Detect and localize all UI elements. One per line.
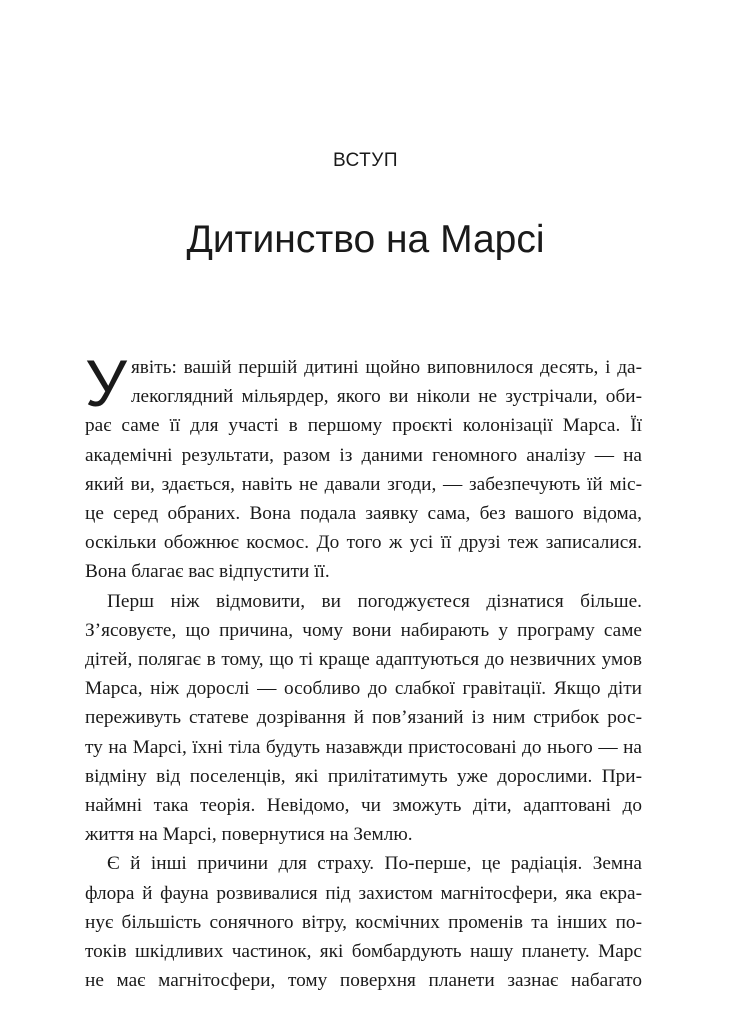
text-line: Перш ніж відмовити, ви погоджуєтеся дізнатися більше. <box>107 590 642 612</box>
paragraph-3 <box>85 849 642 995</box>
text-line: відміну від поселенців, які прилітатимуть уже дорослими. При- <box>85 765 642 787</box>
paragraph-2 <box>85 587 642 850</box>
text-line: явіть: вашій першій дитині щойно виповнилося десять, і да- <box>130 357 642 378</box>
text-line: переживуть статеве дозрівання й пов’язаний із ним стрибок рос- <box>85 707 642 729</box>
text-line: академічні результати, разом із даними геномного аналізу — на <box>85 444 642 466</box>
text-line: нує більшість сонячного вітру, космічних променів та інших по- <box>85 911 642 933</box>
text-line: оскільки обожнює космос. До того ж усі її друзі теж записалися. <box>85 532 642 554</box>
text-line: Марса, ніж дорослі — особливо до слабкої гравітації. Якщо діти <box>85 678 642 700</box>
text-line: ту на Марсі, їхні тіла будуть назавжди пристосовані до нього — на <box>85 736 642 758</box>
text-line: дітей, полягає в тому, що ті краще адаптуються до незвичних умов <box>85 649 642 671</box>
text-line: життя на Марсі, повернутися на Землю. <box>85 824 413 846</box>
text-line: Є й інші причини для страху. По-перше, це радіація. Земна <box>107 853 642 875</box>
body-text <box>85 346 642 995</box>
text-line: лекоглядний мільярдер, якого ви ніколи не зустрічали, оби- <box>130 386 642 408</box>
text-line: токів шкідливих частинок, які бомбардують нашу планету. Марс <box>85 941 642 963</box>
text-line: Вона благає вас відпустити її. <box>85 561 330 583</box>
text-line: який ви, здається, навіть не давали згоди, — забезпечують їй міс- <box>85 473 642 495</box>
text-line: флора й фауна розвивалися під захистом магнітосфери, яка екра- <box>85 882 642 904</box>
text-line: не має магнітосфери, тому поверхня планети зазнає набагато <box>85 970 642 992</box>
text-line: наймні така теорія. Невідомо, чи зможуть діти, адаптовані до <box>85 795 642 817</box>
section-label: ВСТУП <box>333 150 398 171</box>
text-line: З’ясовуєте, що причина, чому вони набирають у програму саме <box>85 619 642 641</box>
chapter-title: Дитинство на Марсі <box>186 218 545 261</box>
drop-cap: У <box>85 346 127 420</box>
paragraph-1 <box>85 346 642 587</box>
text-line: рає саме її для участі в першому проєкті колонізації Марса. Її <box>85 415 642 437</box>
text-line: це серед обраних. Вона подала заявку сама, без вашого відома, <box>85 503 642 525</box>
